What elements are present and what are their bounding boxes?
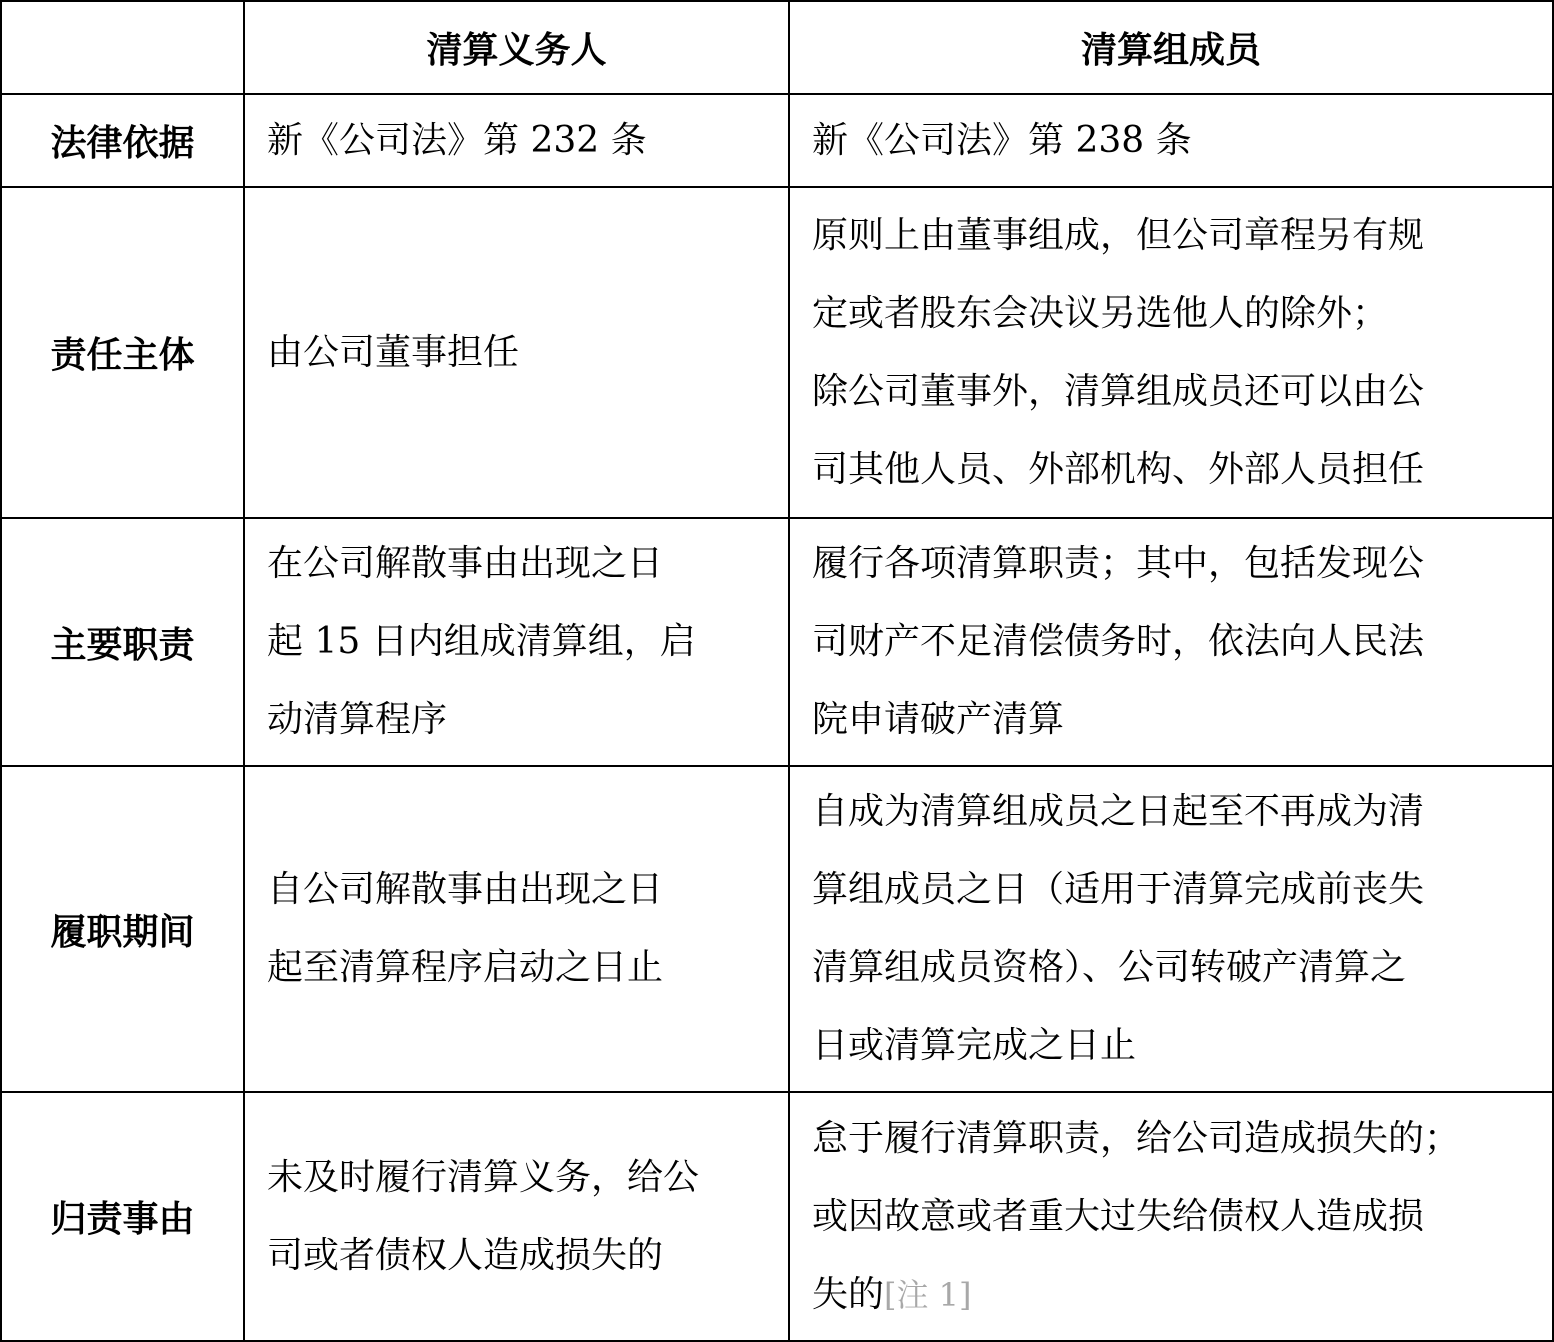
row-label-term-of-duty: 履职期间 xyxy=(1,766,244,1092)
row-label-responsible-party: 责任主体 xyxy=(1,187,244,518)
cell-obligor-main-duties xyxy=(244,518,789,766)
cell-member-grounds-of-liability xyxy=(789,1092,1553,1341)
table-row xyxy=(1,518,1553,766)
header-liquidation-group-member: 清算组成员 xyxy=(789,1,1553,94)
table-row xyxy=(1,187,1553,518)
cell-line: 履行各项清算职责；其中，包括发现公 xyxy=(812,543,1425,584)
cell-line: 起 15 日内组成清算组，启 xyxy=(267,621,696,662)
cell-text: 失的 xyxy=(812,1273,885,1315)
cell-line: 算组成员之日（适用于清算完成前丧失 xyxy=(812,869,1425,910)
cell-member-main-duties xyxy=(789,518,1553,766)
table-row xyxy=(1,1092,1553,1341)
cell-member-legal-basis xyxy=(789,94,1553,187)
row-label-legal-basis: 法律依据 xyxy=(1,94,244,187)
cell-line: 或因故意或者重大过失给债权人造成损 xyxy=(812,1195,1425,1237)
cell-line: 自公司解散事由出现之日 xyxy=(267,869,664,910)
cell-line: 怠于履行清算职责，给公司造成损失的； xyxy=(812,1117,1461,1159)
cell-line: 新《公司法》第 238 条 xyxy=(812,119,1192,161)
header-corner xyxy=(1,1,244,94)
cell-line: 起至清算程序启动之日止 xyxy=(267,947,664,988)
cell-member-responsible-party xyxy=(789,187,1553,518)
cell-line: 自成为清算组成员之日起至不再成为清 xyxy=(812,791,1425,832)
cell-line: 院申请破产清算 xyxy=(812,699,1065,740)
cell-line: 未及时履行清算义务，给公 xyxy=(267,1156,700,1198)
cell-line xyxy=(812,1256,1536,1334)
cell-line: 新《公司法》第 232 条 xyxy=(267,119,647,161)
cell-line: 清算组成员资格）、公司转破产清算之 xyxy=(812,947,1407,988)
cell-member-term-of-duty xyxy=(789,766,1553,1092)
table-row xyxy=(1,94,1553,187)
row-label-main-duties: 主要职责 xyxy=(1,518,244,766)
cell-line: 定或者股东会决议另选他人的除外； xyxy=(812,292,1389,334)
cell-line: 动清算程序 xyxy=(267,699,448,740)
header-row xyxy=(1,1,1553,94)
cell-line: 在公司解散事由出现之日 xyxy=(267,543,664,584)
cell-obligor-legal-basis xyxy=(244,94,789,187)
cell-line: 司或者债权人造成损失的 xyxy=(267,1234,664,1276)
cell-line: 除公司董事外，清算组成员还可以由公 xyxy=(812,370,1425,412)
row-label-grounds-of-liability: 归责事由 xyxy=(1,1092,244,1341)
cell-line: 日或清算完成之日止 xyxy=(812,1025,1137,1066)
footnote-reference[interactable]: [注 1] xyxy=(884,1275,972,1314)
cell-obligor-grounds-of-liability xyxy=(244,1092,789,1341)
cell-obligor-responsible-party xyxy=(244,187,789,518)
table-row xyxy=(1,766,1553,1092)
cell-obligor-term-of-duty xyxy=(244,766,789,1092)
cell-line: 由公司董事担任 xyxy=(267,331,520,373)
cell-line: 原则上由董事组成，但公司章程另有规 xyxy=(812,214,1425,256)
cell-line: 司财产不足清偿债务时，依法向人民法 xyxy=(812,621,1425,662)
header-liquidation-obligor: 清算义务人 xyxy=(244,1,789,94)
cell-line: 司其他人员、外部机构、外部人员担任 xyxy=(812,448,1425,490)
